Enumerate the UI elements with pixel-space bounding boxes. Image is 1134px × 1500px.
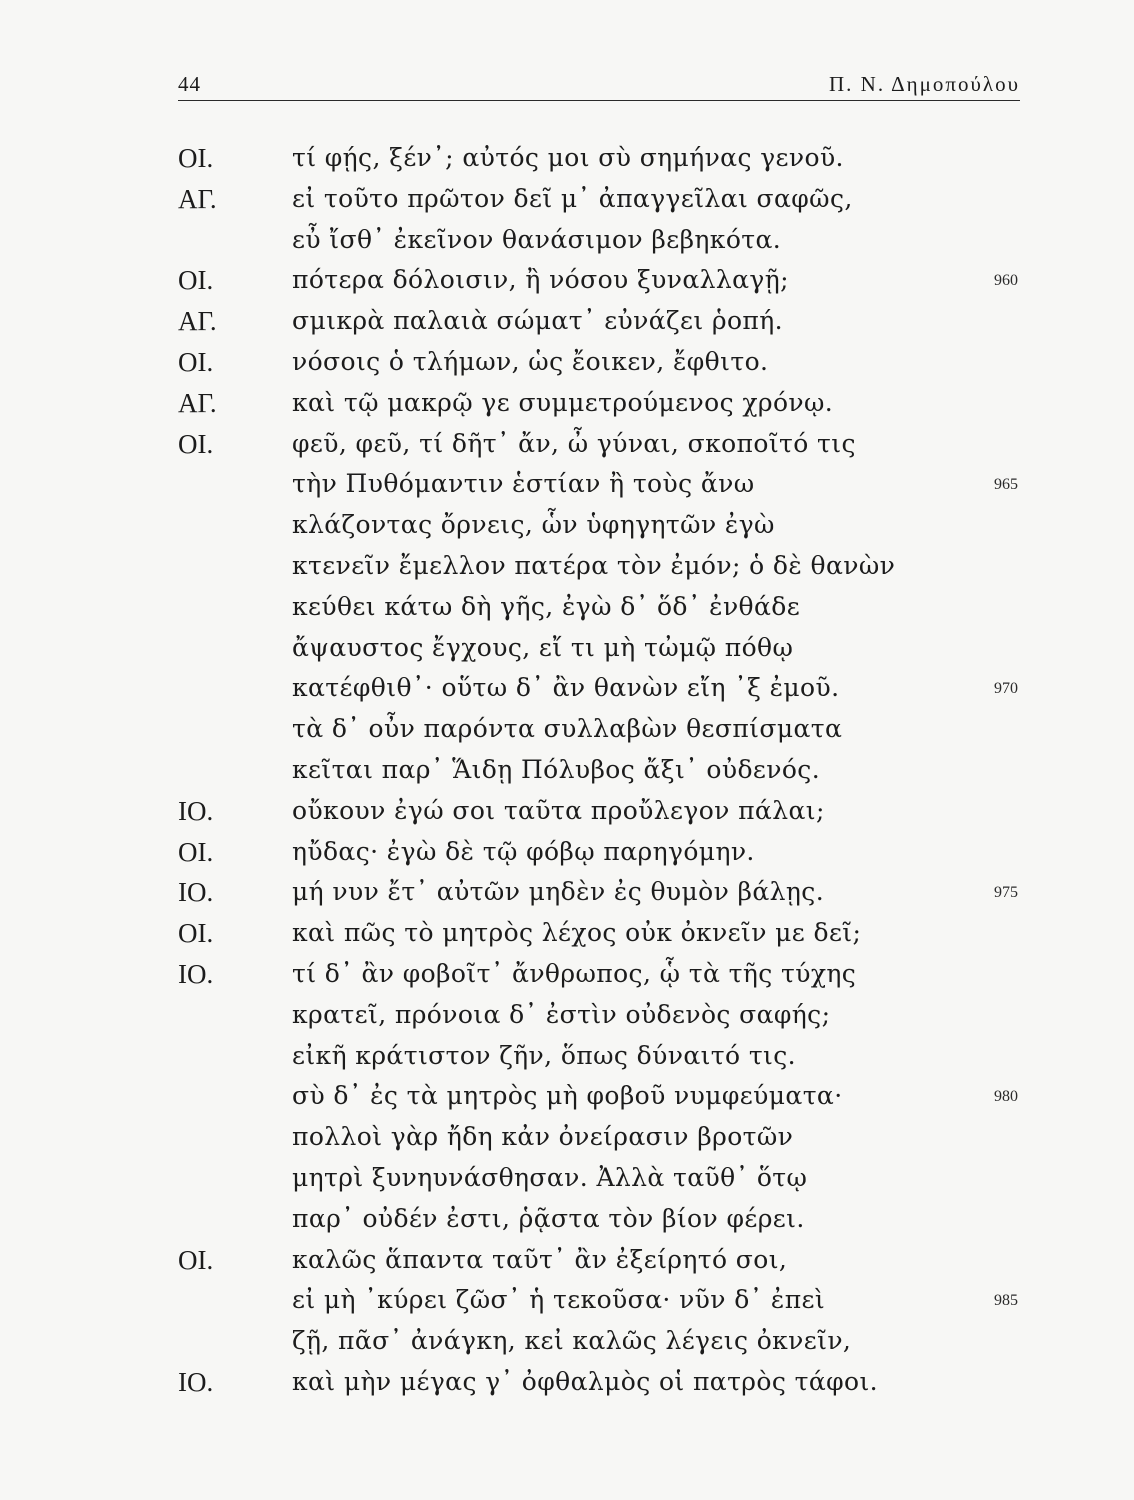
speaker-label: ΑΓ. (178, 183, 217, 214)
speaker-label: ΙΟ. (178, 877, 214, 908)
verse-line (178, 1240, 1020, 1281)
verse-text-line: κτενεῖν ἔμελλον πατέρα τὸν ἐμόν; ὁ δὲ θανὼν (292, 550, 896, 580)
verse-text-line: τὴν Πυθόμαντιν ἑστίαν ἢ τοὺς ἄνω (292, 469, 755, 499)
verse-text-line: τί φῄς, ξέν᾽; αὐτός μοι σὺ σημήνας γενοῦ. (292, 143, 844, 172)
speaker-label: ΑΓ. (178, 306, 217, 337)
verse-line (178, 383, 1020, 424)
verse-text-line: σμικρὰ παλαιὰ σώματ᾽ εὐνάζει ῥοπή. (292, 306, 783, 336)
speaker-label: ΙΟ. (178, 1366, 214, 1397)
verse-line (178, 913, 1020, 954)
verse-line (178, 138, 1020, 179)
verse-line (178, 464, 1020, 505)
verse-text-line: κεύθει κάτω δὴ γῆς, ἐγὼ δ᾽ ὅδ᾽ ἐνθάδε (292, 591, 801, 621)
verse-line (178, 1280, 1020, 1321)
verse-line (178, 587, 1020, 628)
verse-line (178, 709, 1020, 750)
running-head: Π. Ν. Δημοπούλου (829, 72, 1020, 96)
verse-line (178, 179, 1020, 220)
verse-text-line: εἰ μὴ ᾽κύρει ζῶσ᾽ ἡ τεκοῦσα· νῦν δ᾽ ἐπεὶ (292, 1285, 826, 1315)
verse-line (178, 1076, 1020, 1117)
speaker-label: ΑΓ. (178, 387, 217, 418)
verse-line (178, 995, 1020, 1036)
speaker-label: ΟΙ. (178, 918, 214, 949)
verse-text-line: κεῖται παρ᾽ Ἅιδῃ Πόλυβος ἄξι᾽ οὐδενός. (292, 754, 821, 784)
verse-text-line: μητρὶ ξυνηυνάσθησαν. Ἀλλὰ ταῦθ᾽ ὅτῳ (292, 1162, 808, 1192)
verse-line (178, 505, 1020, 546)
verse-text-line: νόσοις ὁ τλήμων, ὡς ἔοικεν, ἔφθιτο. (292, 346, 769, 376)
verse-text-line: τί δ᾽ ἂν φοβοῖτ᾽ ἄνθρωπος, ᾧ τὰ τῆς τύχης (292, 958, 857, 988)
verse-text-line: τὰ δ᾽ οὖν παρόντα συλλαβὼν θεσπίσματα (292, 714, 843, 744)
header-rule (178, 100, 1020, 101)
speaker-label: ΟΙ. (178, 143, 214, 173)
speaker-label: ΙΟ. (178, 795, 214, 826)
speaker-label: ΟΙ. (178, 428, 214, 459)
line-number: 975 (994, 884, 1018, 902)
verse-line (178, 832, 1020, 873)
verse-text-line: πότερα δόλοισιν, ἢ νόσου ξυναλλαγῇ; (292, 265, 789, 295)
verse-text-line: εὖ ἴσθ᾽ ἐκεῖνον θανάσιμον βεβηκότα. (292, 224, 782, 254)
verse-line (178, 1199, 1020, 1240)
speaker-label: ΟΙ. (178, 836, 214, 867)
verse-text-line: ηὔδας· ἐγὼ δὲ τῷ φόβῳ παρηγόμην. (292, 836, 755, 866)
verse-line (178, 668, 1020, 709)
verse-line (178, 1321, 1020, 1362)
verse-text-line: κατέφθιθ᾽· οὕτω δ᾽ ἂν θανὼν εἴη ᾽ξ ἐμοῦ. (292, 673, 840, 703)
verse-text-line: παρ᾽ οὐδέν ἐστι, ῥᾷστα τὸν βίον φέρει. (292, 1203, 805, 1233)
verse-text-line: κρατεῖ, πρόνοια δ᾽ ἐστὶν οὐδενὸς σαφής; (292, 999, 831, 1029)
verse-text-line: σὺ δ᾽ ἐς τὰ μητρὸς μὴ φοβοῦ νυμφεύματα· (292, 1081, 843, 1111)
verse-line (178, 546, 1020, 587)
verse-line (178, 1117, 1020, 1158)
verse-line (178, 750, 1020, 791)
verse-line (178, 260, 1020, 301)
speaker-label: ΟΙ. (178, 265, 214, 296)
verse-text-line: πολλοὶ γὰρ ἤδη κἀν ὀνείρασιν βροτῶν (292, 1122, 794, 1152)
verse-text-line: καὶ πῶς τὸ μητρὸς λέχος οὐκ ὀκνεῖν με δεῖ; (292, 918, 862, 948)
page-number: 44 (178, 72, 201, 96)
verse-line (178, 954, 1020, 995)
line-number: 970 (994, 680, 1018, 698)
verse-line (178, 628, 1020, 669)
verse-line (178, 872, 1020, 913)
verse-line (178, 342, 1020, 383)
line-number: 960 (994, 272, 1018, 290)
verse-line (178, 424, 1020, 465)
verse-text-line: φεῦ, φεῦ, τί δῆτ᾽ ἄν, ὦ γύναι, σκοποῖτό τις (292, 428, 856, 458)
page-header (178, 72, 1020, 102)
verse-line (178, 301, 1020, 342)
verse-line (178, 1036, 1020, 1077)
verse-text-line: κλάζοντας ὄρνεις, ὧν ὑφηγητῶν ἐγὼ (292, 510, 775, 540)
verse-text-line: ἄψαυστος ἔγχους, εἴ τι μὴ τὠμῷ πόθῳ (292, 632, 794, 662)
line-number: 985 (994, 1292, 1018, 1310)
verse-line (178, 1158, 1020, 1199)
verse-text-line: ζῇ, πᾶσ᾽ ἀνάγκη, κεἰ καλῶς λέγεις ὀκνεῖν, (292, 1326, 852, 1356)
verse-text-line: καλῶς ἅπαντα ταῦτ᾽ ἂν ἐξείρητό σοι, (292, 1244, 788, 1274)
verse-line (178, 791, 1020, 832)
speaker-label: ΟΙ. (178, 346, 214, 377)
verse-text-line: εἰ τοῦτο πρῶτον δεῖ μ᾽ ἀπαγγεῖλαι σαφῶς, (292, 183, 853, 213)
verse-text-line: μή νυν ἔτ᾽ αὐτῶν μηδὲν ἐς θυμὸν βάλῃς. (292, 877, 825, 907)
verse-line (178, 1362, 1020, 1403)
verse-text-line: καὶ τῷ μακρῷ γε συμμετρούμενος χρόνῳ. (292, 387, 834, 417)
line-number: 980 (994, 1088, 1018, 1106)
verse-text (178, 138, 1020, 1403)
speaker-label: ΟΙ. (178, 1244, 214, 1275)
line-number: 965 (994, 476, 1018, 494)
speaker-label: ΙΟ. (178, 958, 214, 989)
verse-text-line: καὶ μὴν μέγας γ᾽ ὀφθαλμὸς οἱ πατρὸς τάφοι. (292, 1366, 879, 1396)
verse-text-line: οὔκουν ἐγώ σοι ταῦτα προὔλεγον πάλαι; (292, 795, 825, 825)
verse-text-line: εἰκῆ κράτιστον ζῆν, ὅπως δύναιτό τις. (292, 1040, 797, 1070)
verse-line (178, 220, 1020, 261)
